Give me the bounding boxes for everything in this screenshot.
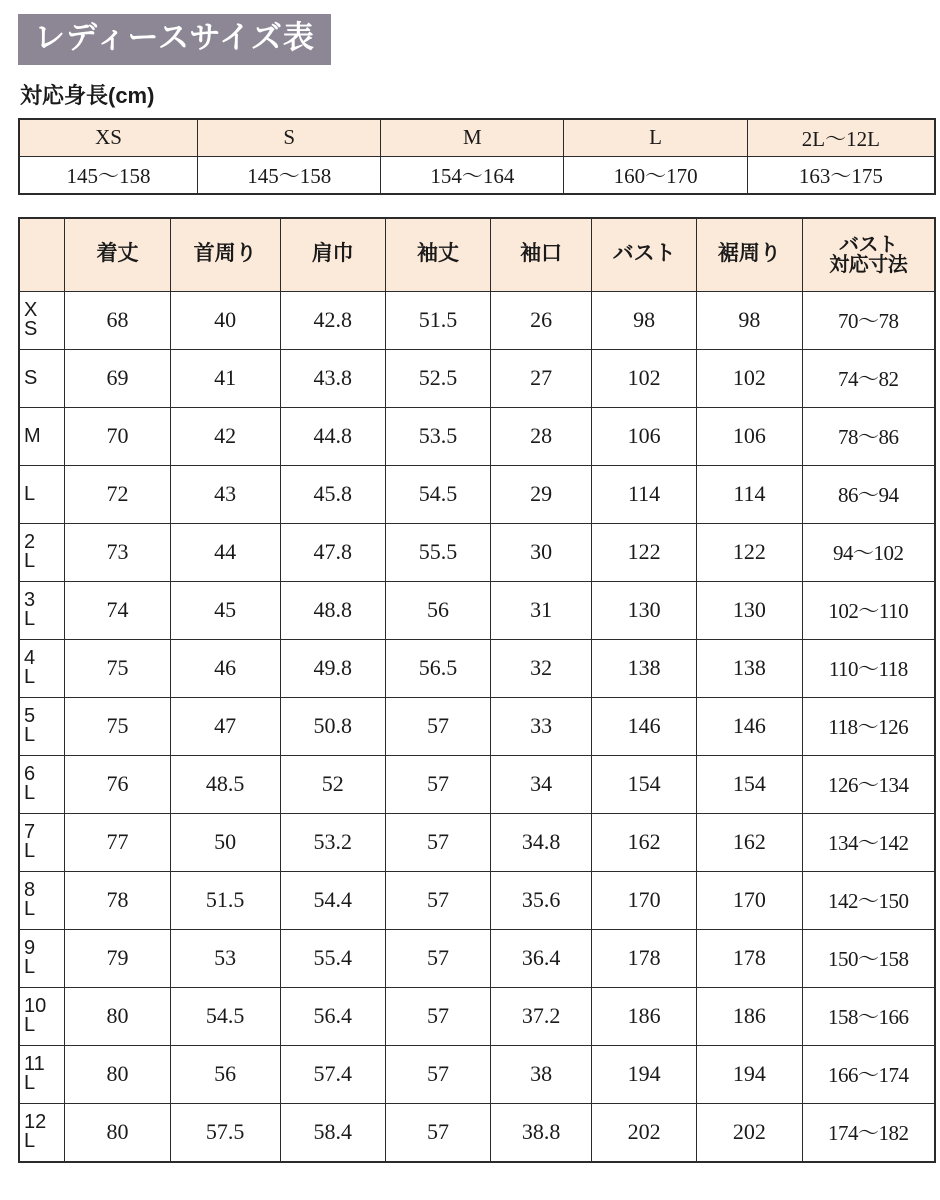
table-cell: 57 <box>385 871 490 929</box>
table-cell: 76 <box>65 755 170 813</box>
row-size-label <box>19 581 65 639</box>
table-cell: 57 <box>385 813 490 871</box>
measurement-table <box>18 217 936 1163</box>
table-cell: 44.8 <box>280 407 385 465</box>
table-cell: 43 <box>170 465 280 523</box>
col-header-kitake: 着丈 <box>65 218 170 292</box>
table-cell: 30 <box>491 523 592 581</box>
height-table <box>18 118 936 195</box>
table-cell: 33 <box>491 697 592 755</box>
table-cell: 70〜78 <box>802 291 935 349</box>
table-cell: 138 <box>697 639 802 697</box>
table-cell: 74 <box>65 581 170 639</box>
table-cell: 130 <box>591 581 696 639</box>
height-range-l: 160〜170 <box>564 156 747 194</box>
row-size-line1: 7 <box>24 821 36 844</box>
table-cell: 55.4 <box>280 929 385 987</box>
height-size-l: L <box>564 119 747 157</box>
row-size-line1: 9 <box>24 937 36 960</box>
table-cell: 27 <box>491 349 592 407</box>
row-size-label <box>19 1045 65 1103</box>
table-cell: 78〜86 <box>802 407 935 465</box>
height-range-m: 154〜164 <box>381 156 564 194</box>
table-cell: 77 <box>65 813 170 871</box>
table-cell: 178 <box>697 929 802 987</box>
table-cell: 170 <box>697 871 802 929</box>
table-cell: 122 <box>591 523 696 581</box>
row-size-line1: S <box>24 366 38 389</box>
table-row <box>19 1045 935 1103</box>
table-cell: 56.4 <box>280 987 385 1045</box>
table-cell: 70 <box>65 407 170 465</box>
table-cell: 194 <box>697 1045 802 1103</box>
table-cell: 118〜126 <box>802 697 935 755</box>
table-cell: 41 <box>170 349 280 407</box>
row-size-line2: L <box>24 724 36 747</box>
table-cell: 94〜102 <box>802 523 935 581</box>
row-size-label <box>19 697 65 755</box>
table-cell: 29 <box>491 465 592 523</box>
table-cell: 72 <box>65 465 170 523</box>
table-cell: 138 <box>591 639 696 697</box>
row-size-line1: X <box>24 299 38 322</box>
table-cell: 47 <box>170 697 280 755</box>
measurement-header-row <box>19 218 935 292</box>
table-cell: 37.2 <box>491 987 592 1045</box>
measurement-table-wrap <box>18 217 928 1163</box>
table-cell: 55.5 <box>385 523 490 581</box>
col-header-bust-taiou-sunpou <box>802 218 935 292</box>
table-cell: 34 <box>491 755 592 813</box>
row-size-line2: L <box>24 956 36 979</box>
table-cell: 40 <box>170 291 280 349</box>
row-size-label <box>19 755 65 813</box>
table-row <box>19 755 935 813</box>
table-cell: 122 <box>697 523 802 581</box>
table-row <box>19 581 935 639</box>
table-row <box>19 1103 935 1162</box>
row-size-line2: L <box>24 898 36 921</box>
col-header-kubimawari: 首周り <box>170 218 280 292</box>
row-size-label <box>19 871 65 929</box>
col-header-line2: 対応寸法 <box>829 253 908 276</box>
table-cell: 42.8 <box>280 291 385 349</box>
table-cell: 194 <box>591 1045 696 1103</box>
table-cell: 86〜94 <box>802 465 935 523</box>
table-cell: 52 <box>280 755 385 813</box>
table-cell: 56 <box>385 581 490 639</box>
table-cell: 102 <box>697 349 802 407</box>
row-size-line2: L <box>24 550 36 573</box>
table-cell: 114 <box>697 465 802 523</box>
row-size-line1: M <box>24 424 41 447</box>
table-row <box>19 291 935 349</box>
table-cell: 102 <box>591 349 696 407</box>
height-size-xs: XS <box>19 119 198 157</box>
row-size-label <box>19 1103 65 1162</box>
row-size-line1: 4 <box>24 647 36 670</box>
table-cell: 174〜182 <box>802 1103 935 1162</box>
table-cell: 49.8 <box>280 639 385 697</box>
row-size-line1: 3 <box>24 589 36 612</box>
table-cell: 31 <box>491 581 592 639</box>
table-cell: 106 <box>591 407 696 465</box>
table-cell: 150〜158 <box>802 929 935 987</box>
table-cell: 52.5 <box>385 349 490 407</box>
row-size-line2: L <box>24 1014 36 1037</box>
table-cell: 56 <box>170 1045 280 1103</box>
table-cell: 73 <box>65 523 170 581</box>
row-size-label <box>19 523 65 581</box>
height-section-label: 対応身長(cm) <box>20 82 155 108</box>
table-cell: 34.8 <box>491 813 592 871</box>
row-size-label <box>19 407 65 465</box>
table-cell: 28 <box>491 407 592 465</box>
table-cell: 78 <box>65 871 170 929</box>
col-header-katahaba: 肩巾 <box>280 218 385 292</box>
row-size-line2: L <box>24 1130 36 1153</box>
table-cell: 57.5 <box>170 1103 280 1162</box>
table-cell: 166〜174 <box>802 1045 935 1103</box>
row-size-line2: L <box>24 840 36 863</box>
table-cell: 53 <box>170 929 280 987</box>
table-cell: 106 <box>697 407 802 465</box>
table-cell: 51.5 <box>170 871 280 929</box>
table-cell: 26 <box>491 291 592 349</box>
row-size-line1: 6 <box>24 763 36 786</box>
table-cell: 126〜134 <box>802 755 935 813</box>
table-cell: 68 <box>65 291 170 349</box>
table-cell: 162 <box>591 813 696 871</box>
row-size-line1: 11 <box>24 1053 45 1076</box>
table-cell: 50.8 <box>280 697 385 755</box>
table-cell: 80 <box>65 1103 170 1162</box>
col-header-susomawari: 裾周り <box>697 218 802 292</box>
table-cell: 42 <box>170 407 280 465</box>
table-cell: 146 <box>591 697 696 755</box>
table-row <box>19 523 935 581</box>
table-cell: 57.4 <box>280 1045 385 1103</box>
table-cell: 110〜118 <box>802 639 935 697</box>
row-size-label <box>19 639 65 697</box>
col-header-sodetake: 袖丈 <box>385 218 490 292</box>
table-cell: 43.8 <box>280 349 385 407</box>
row-size-line2: S <box>24 318 38 341</box>
row-size-line2: L <box>24 608 36 631</box>
table-cell: 45 <box>170 581 280 639</box>
table-cell: 56.5 <box>385 639 490 697</box>
row-size-label <box>19 349 65 407</box>
table-cell: 134〜142 <box>802 813 935 871</box>
table-cell: 178 <box>591 929 696 987</box>
table-cell: 69 <box>65 349 170 407</box>
row-size-label <box>19 291 65 349</box>
table-cell: 102〜110 <box>802 581 935 639</box>
row-size-line1: 5 <box>24 705 36 728</box>
table-row <box>19 987 935 1045</box>
table-row <box>19 697 935 755</box>
height-range-2l-12l: 163〜175 <box>747 156 935 194</box>
table-row <box>19 813 935 871</box>
table-cell: 98 <box>591 291 696 349</box>
col-header-bust: バスト <box>591 218 696 292</box>
col-header-line1: バスト <box>839 233 898 256</box>
table-cell: 57 <box>385 697 490 755</box>
table-cell: 202 <box>697 1103 802 1162</box>
table-cell: 186 <box>697 987 802 1045</box>
table-cell: 54.5 <box>170 987 280 1045</box>
table-cell: 80 <box>65 1045 170 1103</box>
row-size-line1: 12 <box>24 1111 47 1134</box>
height-size-2l-12l: 2L〜12L <box>747 119 935 157</box>
table-cell: 53.2 <box>280 813 385 871</box>
table-cell: 79 <box>65 929 170 987</box>
row-size-label <box>19 987 65 1045</box>
table-cell: 50 <box>170 813 280 871</box>
table-cell: 48.8 <box>280 581 385 639</box>
table-cell: 154 <box>697 755 802 813</box>
row-size-line2: L <box>24 782 36 805</box>
table-cell: 130 <box>697 581 802 639</box>
table-cell: 32 <box>491 639 592 697</box>
table-cell: 51.5 <box>385 291 490 349</box>
height-size-m: M <box>381 119 564 157</box>
table-cell: 202 <box>591 1103 696 1162</box>
col-header-sodeguchi: 袖口 <box>491 218 592 292</box>
table-cell: 54.4 <box>280 871 385 929</box>
table-cell: 44 <box>170 523 280 581</box>
table-cell: 75 <box>65 697 170 755</box>
table-cell: 53.5 <box>385 407 490 465</box>
table-cell: 170 <box>591 871 696 929</box>
measurement-body <box>19 291 935 1162</box>
table-cell: 57 <box>385 1045 490 1103</box>
table-cell: 57 <box>385 929 490 987</box>
table-cell: 48.5 <box>170 755 280 813</box>
row-size-line1: 2 <box>24 531 36 554</box>
row-size-line2: L <box>24 1072 36 1095</box>
table-cell: 38 <box>491 1045 592 1103</box>
table-cell: 45.8 <box>280 465 385 523</box>
table-row <box>19 465 935 523</box>
table-cell: 35.6 <box>491 871 592 929</box>
table-cell: 114 <box>591 465 696 523</box>
height-size-s: S <box>198 119 381 157</box>
table-cell: 80 <box>65 987 170 1045</box>
table-row <box>19 349 935 407</box>
table-cell: 38.8 <box>491 1103 592 1162</box>
table-cell: 74〜82 <box>802 349 935 407</box>
row-size-label <box>19 929 65 987</box>
table-cell: 46 <box>170 639 280 697</box>
page-title: レディースサイズ表 <box>18 14 331 65</box>
table-cell: 47.8 <box>280 523 385 581</box>
row-size-label <box>19 813 65 871</box>
table-cell: 57 <box>385 1103 490 1162</box>
table-cell: 162 <box>697 813 802 871</box>
row-size-label <box>19 465 65 523</box>
table-cell: 154 <box>591 755 696 813</box>
height-range-s: 145〜158 <box>198 156 381 194</box>
table-row <box>19 871 935 929</box>
height-range-xs: 145〜158 <box>19 156 198 194</box>
table-cell: 146 <box>697 697 802 755</box>
table-cell: 57 <box>385 987 490 1045</box>
table-cell: 158〜166 <box>802 987 935 1045</box>
table-cell: 57 <box>385 755 490 813</box>
height-table-header-row <box>19 119 935 157</box>
height-table-value-row <box>19 156 935 194</box>
corner-cell <box>19 218 65 292</box>
row-size-line1: 10 <box>24 995 47 1018</box>
row-size-line1: L <box>24 482 36 505</box>
table-cell: 186 <box>591 987 696 1045</box>
table-cell: 54.5 <box>385 465 490 523</box>
table-cell: 142〜150 <box>802 871 935 929</box>
table-row <box>19 639 935 697</box>
table-cell: 58.4 <box>280 1103 385 1162</box>
table-cell: 75 <box>65 639 170 697</box>
table-cell: 36.4 <box>491 929 592 987</box>
table-cell: 98 <box>697 291 802 349</box>
table-row <box>19 407 935 465</box>
table-row <box>19 929 935 987</box>
row-size-line1: 8 <box>24 879 36 902</box>
row-size-line2: L <box>24 666 36 689</box>
